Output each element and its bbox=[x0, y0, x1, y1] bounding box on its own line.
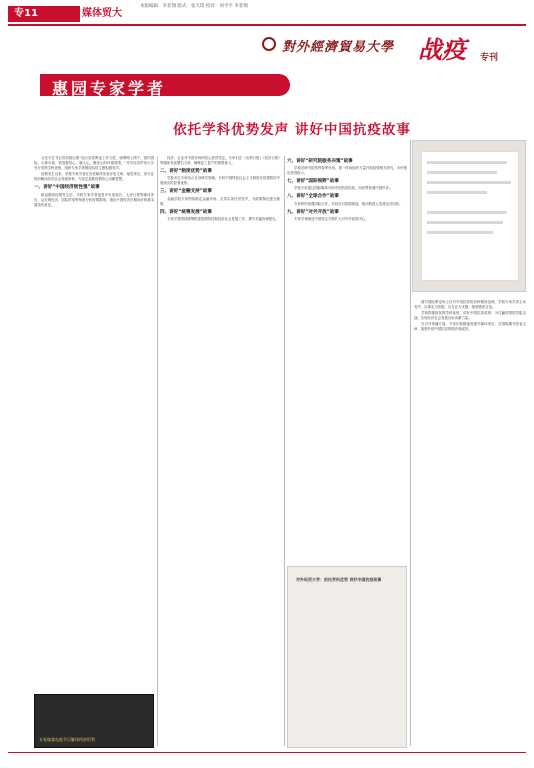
column-divider bbox=[410, 140, 411, 746]
paragraph: 学校多位专家结合自身研究领域，分析中国特色社会主义制度在疫情防控中展现出的显著优势。 bbox=[160, 176, 280, 186]
special-label: 战疫 bbox=[418, 35, 466, 64]
subheading: 二、讲好“制度优势”故事 bbox=[160, 169, 212, 175]
subheading: 九、讲好“对外开放”故事 bbox=[287, 209, 339, 215]
article-column-1 bbox=[34, 156, 154, 690]
paragraph: 专家学者阐述中国坚定不移扩大对外开放的决心。 bbox=[294, 216, 369, 221]
paragraph: 新冠肺炎疫情发生后，学校专家学者接受中央电视台、人民日报等媒体采访，从宏观经济、国际贸易等角度分析疫情影响，指出中国经济长期向好的基本面没有改变。 bbox=[34, 192, 154, 207]
subheading: 七、讲好“国际视野”故事 bbox=[287, 179, 339, 185]
subheading: 一、讲好“中国经济韧性强”故事 bbox=[34, 185, 100, 191]
article-column-3 bbox=[287, 156, 407, 560]
photo-video bbox=[34, 694, 154, 748]
photo-line bbox=[427, 181, 511, 184]
video-caption: 专家做客电视节目解读经济形势 bbox=[39, 737, 95, 742]
photo-line bbox=[427, 221, 503, 224]
photo-right bbox=[412, 140, 526, 292]
column-divider bbox=[157, 156, 158, 746]
banner-title: 惠园专家学者 bbox=[52, 79, 167, 98]
subheading: 三、讲好“金融支持”故事 bbox=[160, 189, 212, 195]
paragraph: 学校各研究院发挥智库作用，第一时间组织力量开展疫情相关研究，多份报告获得批示。 bbox=[287, 166, 407, 176]
subheading: 八、讲好“全球合作”故事 bbox=[287, 194, 339, 200]
header-rule bbox=[8, 24, 526, 26]
photo-line bbox=[427, 161, 507, 164]
article-column-4 bbox=[414, 300, 526, 740]
paragraph: 习近平总书记讲话指出要“加大宣传舆论工作力度，统筹网上网下、国内国际、大事小事，营造强信心、暖人心、聚民心的环境氛围。”对外经济贸易大学充分发挥学科优势，组织专家学者围绕抗疫主题积极发声。 bbox=[34, 156, 154, 171]
credits: 本版编辑：李菲翔 版式：张天琦 校对：刘平平 李菲翔 bbox=[140, 4, 248, 9]
paragraph: 学校专家通过国际媒体介绍中国抗疫经验，向世界传递中国声音。 bbox=[294, 186, 393, 191]
photo-line bbox=[427, 211, 507, 214]
photo-line bbox=[427, 191, 487, 194]
photo-line bbox=[427, 171, 497, 174]
paragraph: 专家呼吁加强国际合作，共同应对疫情挑战，推动构建人类命运共同体。 bbox=[294, 201, 403, 206]
subheading: 四、讲好“统筹发展”故事 bbox=[160, 209, 212, 215]
paragraph: 经济，企业对中国市场的信心依然坚定。专家们在《光明日报》《经济日报》等媒体发表署名文章，阐释复工复产的重要意义。 bbox=[160, 156, 280, 166]
photo-line bbox=[427, 231, 493, 234]
article-column-2 bbox=[160, 156, 280, 746]
section-title: 媒体贸大 bbox=[82, 8, 122, 19]
page-number: 专11 bbox=[8, 6, 80, 22]
paragraph: 学校将继续发挥学科优势，讲好中国抗疫故事，为打赢疫情防控阻击战、实现经济社会发展目标贡献力量。 bbox=[414, 311, 526, 321]
footer-rule bbox=[8, 752, 526, 753]
column-divider bbox=[284, 156, 285, 746]
paragraph: 专家学者围绕统筹推进疫情防控和经济社会发展工作，撰写多篇咨询报告。 bbox=[167, 216, 279, 221]
paragraph: 疫情发生以来，学校专家学者在各类媒体发表评论文章，接受采访，用专业知识解读经济社会发展形势，为坚定战胜疫情信心贡献智慧。 bbox=[34, 172, 154, 182]
photo-bottom-text: 对外经贸大学：依托学科优势 讲好中国抗疫故事 bbox=[296, 577, 382, 582]
paragraph: 在对外传播方面，专家们积极接受境外媒体采访，在国际期刊发表文章，客观介绍中国抗疫的做法和成效。 bbox=[414, 322, 526, 332]
headline: 依托学科优势发声 讲好中国抗疫故事 bbox=[173, 122, 411, 138]
university-logo: 對外經濟貿易大學 bbox=[282, 40, 395, 55]
university-emblem-icon bbox=[262, 37, 276, 51]
photo-bottom bbox=[287, 566, 407, 748]
special-sub-label: 专刊 bbox=[480, 53, 499, 63]
subheading: 六、讲好“研究院服务决策”故事 bbox=[287, 159, 353, 164]
paragraph: 金融学院专家围绕稳定金融市场、支持实体经济发声，为政策制定建言献策。 bbox=[160, 196, 280, 206]
paragraph: 面对国际舆论场上针对中国抗疫的各种错误论调，学校专家学者主动发声，以事实为依据，以专业为支撑，批驳错误言论。 bbox=[414, 300, 526, 310]
